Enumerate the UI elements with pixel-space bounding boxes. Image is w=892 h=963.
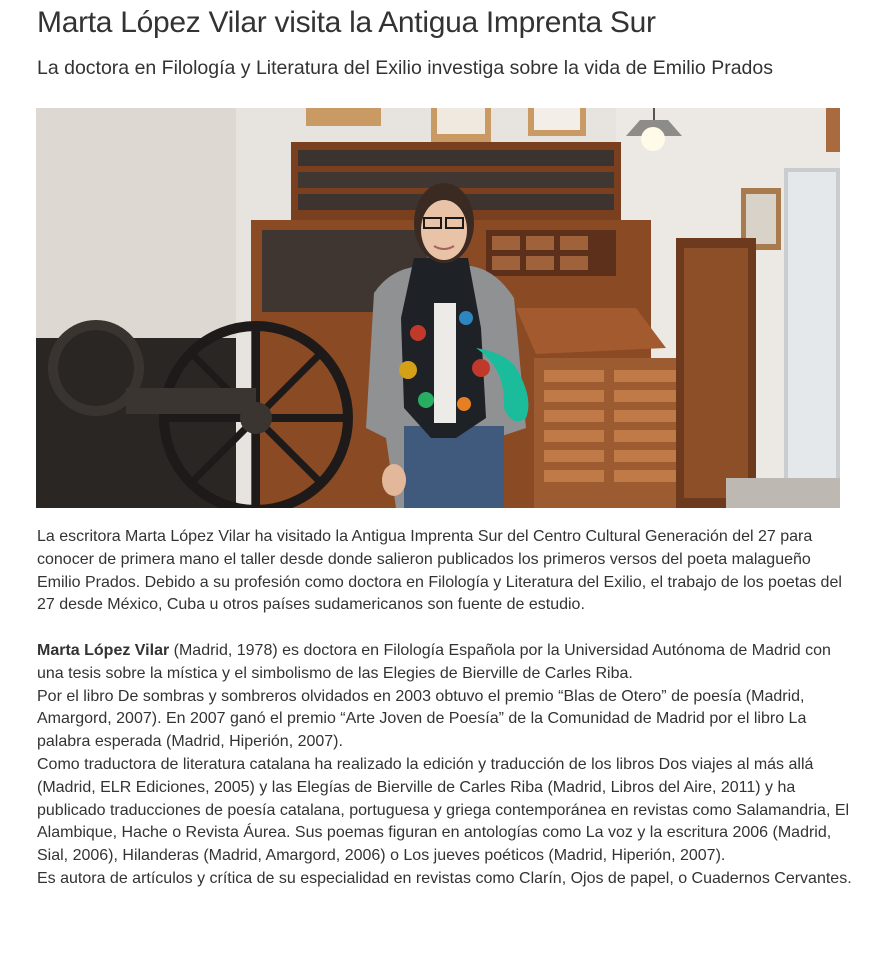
bio-text-3: Como traductora de literatura catalana ha realizado la edición y traducción de los libros Dos viajes al más allá (Madrid, ELR Ediciones, 2005) y las Elegías de Bierville de Carles Riba (Madrid, Libros del Aire, 2011) y ha publicado traducciones de poesía catalana, portuguesa y griega contemporánea en revistas como Salamandria, El Alambique, Hache o Revista Áurea. Sus poemas figuran en antologías como La voz y la escritura 2006 (Madrid, Sial, 2006), Hilanderas (Madrid, Amargord, 2006) o Los jueves poéticos (Madrid, Hiperión, 2007). bbox=[37, 755, 850, 865]
article-title: Marta López Vilar visita la Antigua Imprenta Sur bbox=[37, 6, 656, 39]
author-name: Marta López Vilar bbox=[37, 641, 170, 659]
article-photo bbox=[36, 108, 840, 508]
bio-text-2: Por el libro De sombras y sombreros olvidados en 2003 obtuvo el premio “Blas de Otero” de poesía (Madrid, Amargord, 2007). En 2007 ganó el premio “Arte Joven de Poesía” de la Comunidad de Madrid por el libro La palabra esperada (Madrid, Hiperión, 2007). bbox=[37, 687, 807, 751]
article-subtitle: La doctora en Filología y Literatura del Exilio investiga sobre la vida de Emilio Prados bbox=[37, 57, 773, 79]
article-body bbox=[37, 526, 852, 891]
bio-paragraph bbox=[37, 640, 852, 686]
article-intro: La escritora Marta López Vilar ha visitado la Antigua Imprenta Sur del Centro Cultural Generación del 27 para conocer de primera mano el taller desde donde salieron publicados los primeros versos del poeta malagueño Emilio Prados. Debido a su profesión como doctora en Filología y Literatura del Exilio, el trabajo de los poetas del 27 desde México, Cuba u otros países sudamericanos son fuente de estudio. bbox=[37, 528, 842, 614]
bio-text-4: Es autora de artículos y crítica de su especialidad en revistas como Clarín, Ojos de papel, o Cuadernos Cervantes. bbox=[37, 869, 852, 887]
bio-text-1: (Madrid, 1978) es doctora en Filología Española por la Universidad Autónoma de Madrid con una tesis sobre la mística y el simbolismo de las Elegies de Bierville de Carles Riba. bbox=[37, 641, 831, 682]
